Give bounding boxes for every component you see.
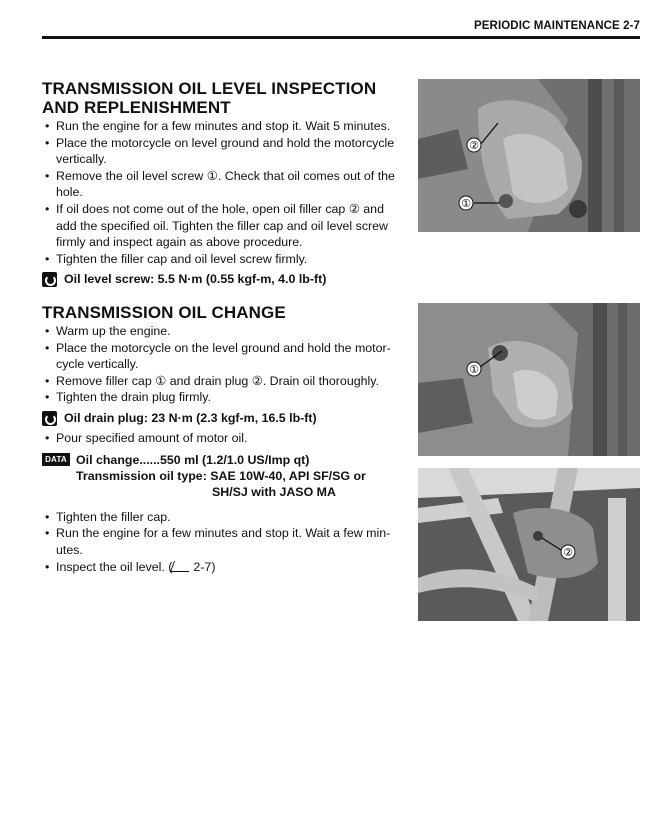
torque-spec-text: Oil level screw: 5.5 N·m (0.55 kgf-m, 4.0 lb-ft) <box>64 272 327 287</box>
data-badge-icon: DATA <box>42 453 70 466</box>
list-item: • Remove filler cap ① and drain plug ②. Drain oil thoroughly. <box>42 373 402 390</box>
section2-steps-pour <box>42 430 402 447</box>
inspect-text: Inspect the oil level. ( <box>56 559 173 574</box>
list-item: • Tighten the filler cap and oil level screw firmly. <box>42 251 402 268</box>
page-header: PERIODIC MAINTENANCE 2-7 <box>474 20 640 32</box>
section-oil-change <box>42 303 402 575</box>
section1-steps <box>42 118 402 267</box>
photo-filler-cap <box>418 303 640 456</box>
photo-drain-plug <box>418 468 640 621</box>
list-item: • Tighten the filler cap. <box>42 509 402 526</box>
page-reference-icon <box>170 561 193 572</box>
section2-steps <box>42 323 402 406</box>
frame-photo-3 <box>418 468 640 621</box>
list-item: • If oil does not come out of the hole, open oil filler cap ② and add the specified oil. Tighten the filler cap and oil level screw firmly and inspect again as above procedure. <box>42 201 402 251</box>
list-item: • Pour specified amount of motor oil. <box>42 430 402 447</box>
list-item: • Run the engine for a few minutes and stop it. Wait 5 minutes. <box>42 118 402 135</box>
section1-title-line1: TRANSMISSION OIL LEVEL INSPECTION <box>42 79 377 98</box>
list-item <box>42 559 402 576</box>
photo-oil-level-screw <box>418 79 640 232</box>
torque-spec <box>42 410 402 427</box>
callout-2: ② <box>469 139 479 152</box>
section2-steps-final <box>42 509 402 575</box>
oil-type: Transmission oil type: SAE 10W-40, API SF/SG or <box>76 468 366 483</box>
oil-capacity: Oil change......550 ml (1.2/1.0 US/Imp qt) <box>76 452 310 467</box>
torque-wrench-icon <box>42 411 57 426</box>
torque-spec <box>42 271 402 288</box>
list-item: • Remove the oil level screw ①. Check that oil comes out of the hole. <box>42 168 402 201</box>
section2-title: TRANSMISSION OIL CHANGE <box>42 303 286 322</box>
header-rule <box>42 36 640 39</box>
section1-title-line2: AND REPLENISHMENT <box>42 98 231 117</box>
list-item: • Place the motorcycle on the level ground and hold the motor-cycle vertically. <box>42 340 402 373</box>
callout-2: ② <box>563 546 573 559</box>
torque-spec-text: Oil drain plug: 23 N·m (2.3 kgf-m, 16.5 lb-ft) <box>64 410 317 425</box>
section1-title <box>42 79 402 117</box>
callout-1: ① <box>469 363 479 376</box>
list-item: • Warm up the engine. <box>42 323 402 340</box>
oil-data-block <box>42 452 402 501</box>
list-item: • Run the engine for a few minutes and stop it. Wait a few min-utes. <box>42 525 402 558</box>
torque-wrench-icon <box>42 272 57 287</box>
engine-photo-1 <box>418 79 640 232</box>
list-item: • Place the motorcycle on level ground and hold the motorcycle vertically. <box>42 135 402 168</box>
page-ref: 2-7) <box>193 559 216 574</box>
engine-photo-2 <box>418 303 640 456</box>
list-item: • Tighten the drain plug firmly. <box>42 389 402 406</box>
section-oil-level <box>42 79 402 288</box>
callout-1: ① <box>461 197 471 210</box>
oil-type-cont: SH/SJ with JASO MA <box>212 485 336 500</box>
